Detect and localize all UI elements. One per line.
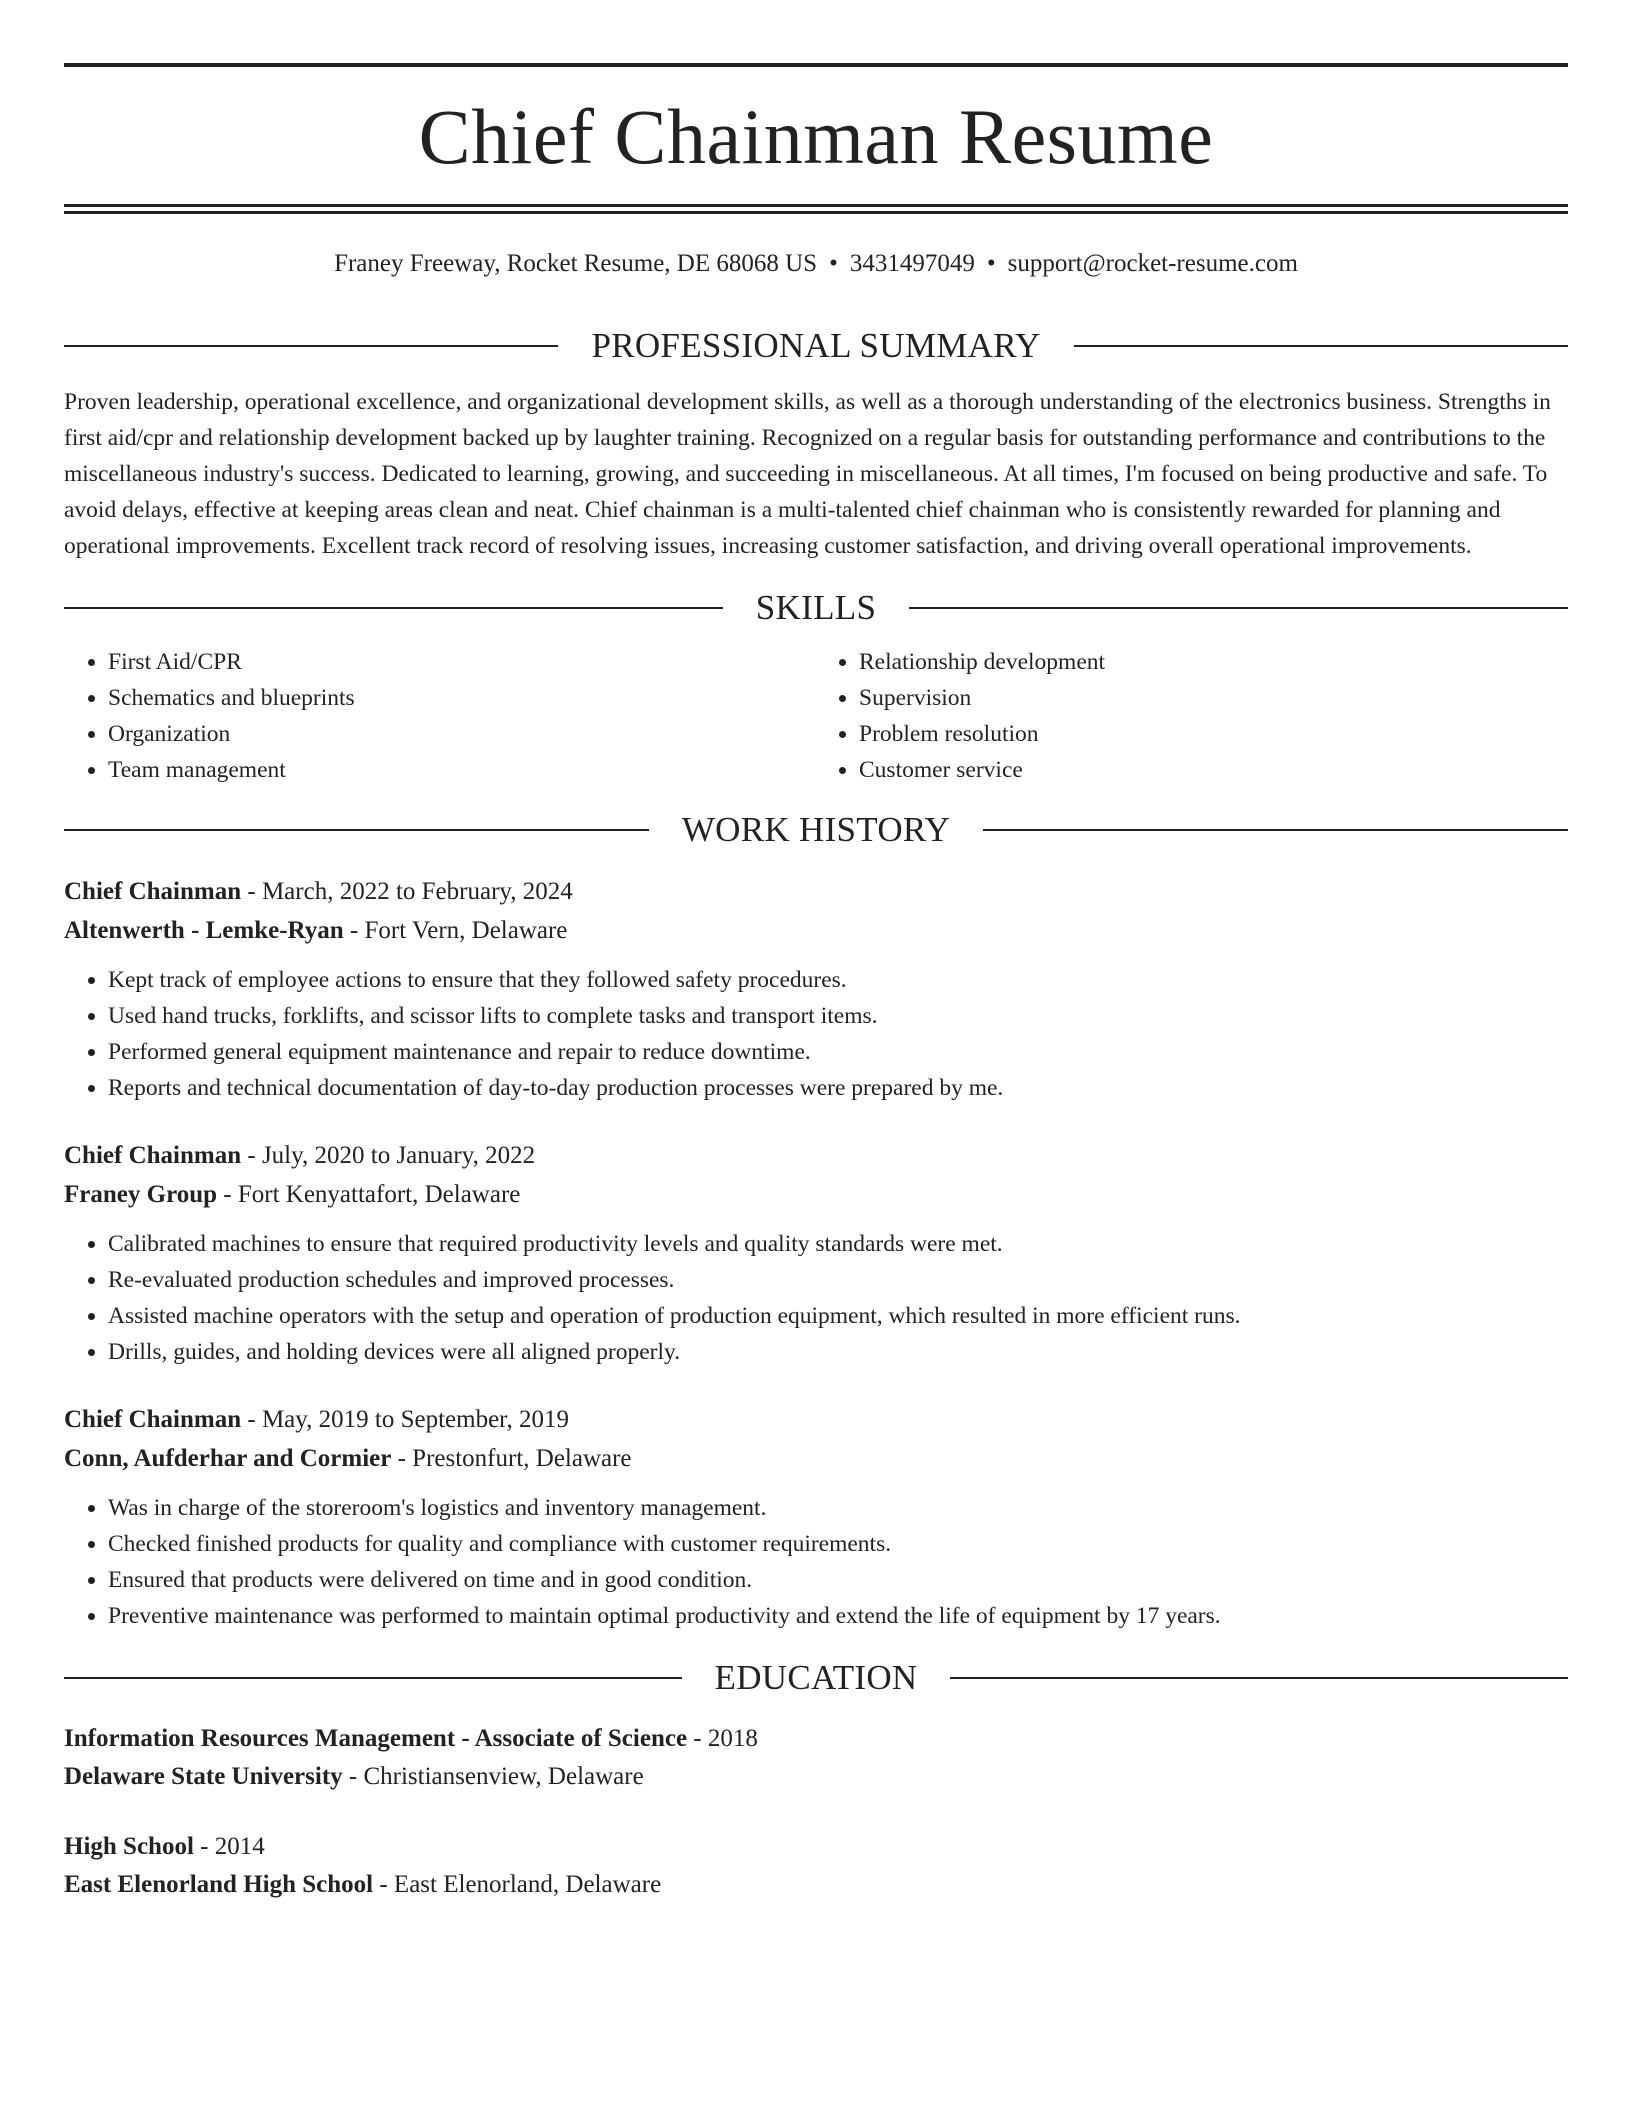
contact-email: support@rocket-resume.com — [1007, 250, 1298, 277]
job-bullet: • Was in charge of the storeroom's logistics and inventory management. — [108, 1490, 1568, 1526]
education-year: - 2018 — [687, 1725, 758, 1752]
job-company-line — [64, 1175, 1568, 1214]
job-bullet: • Reports and technical documentation of day-to-day production processes were prepared by me. — [108, 1070, 1568, 1106]
job-bullet: • Used hand trucks, forklifts, and scissor lifts to complete tasks and transport items. — [108, 998, 1568, 1034]
job-bullet: • Ensured that products were delivered on time and in good condition. — [108, 1562, 1568, 1598]
job-title-line — [64, 1136, 1568, 1175]
job-dates: - March, 2022 to February, 2024 — [241, 878, 573, 905]
section-rule — [64, 829, 649, 831]
contact-separator: • — [986, 250, 996, 277]
job-bullet: • Checked finished products for quality and compliance with customer requirements. — [108, 1526, 1568, 1562]
skill-item: • Customer service — [859, 752, 1568, 788]
skill-item: • First Aid/CPR — [108, 644, 817, 680]
section-header-skills — [64, 586, 1568, 630]
job-bullets — [64, 1490, 1568, 1634]
education-school: Delaware State University — [64, 1763, 343, 1790]
section-rule — [950, 1677, 1568, 1679]
job-location: - Prestonfurt, Delaware — [391, 1445, 632, 1472]
job-bullet: • Kept track of employee actions to ensure that they followed safety procedures. — [108, 962, 1568, 998]
job-entry — [64, 1136, 1568, 1370]
job-title: Chief Chainman — [64, 1142, 242, 1169]
job-company-line — [64, 1439, 1568, 1478]
skill-item: • Team management — [108, 752, 817, 788]
education-degree-line — [64, 1720, 1568, 1758]
summary-text: Proven leadership, operational excellence, and organizational development skills, as well as a thorough understanding of the electronics business. Strengths in first aid/cpr and relationship development backed up by laughter training. Recognized on a regular basis for outstanding performance and contributions to the miscellaneous industry's success. Dedicated to learning, growing, and succeeding in miscellaneous. At all times, I'm focused on being productive and safe. To avoid delays, effective at keeping areas clean and neat. Chief chainman is a multi-talented chief chainman who is consistently rewarded for planning and operational improvements. Excellent track record of resolving issues, increasing customer satisfaction, and driving overall operational improvements. — [64, 389, 1551, 559]
resume-title: Chief Chainman Resume — [418, 93, 1214, 180]
job-company: Conn, Aufderhar and Cormier — [64, 1445, 392, 1472]
top-rule — [64, 63, 1568, 67]
contact-address: Franey Freeway, Rocket Resume, DE 68068 US — [334, 250, 818, 277]
skill-item: • Relationship development — [859, 644, 1568, 680]
job-dates: - May, 2019 to September, 2019 — [241, 1406, 570, 1433]
section-rule — [983, 829, 1568, 831]
education-school: East Elenorland High School — [64, 1871, 374, 1898]
job-title-line — [64, 872, 1568, 911]
section-rule — [1074, 345, 1568, 347]
job-entry — [64, 872, 1568, 1106]
job-bullets — [64, 962, 1568, 1106]
job-bullet: • Re-evaluated production schedules and improved processes. — [108, 1262, 1568, 1298]
section-rule — [64, 607, 723, 609]
skills-column-right — [817, 644, 1568, 788]
job-bullet: • Preventive maintenance was performed to maintain optimal productivity and extend the life of equipment by 17 years. — [108, 1598, 1568, 1634]
job-company-line — [64, 911, 1568, 950]
section-rule — [909, 607, 1568, 609]
section-header-summary — [64, 324, 1568, 368]
job-bullet: • Performed general equipment maintenance and repair to reduce downtime. — [108, 1034, 1568, 1070]
section-header-education — [64, 1656, 1568, 1700]
section-rule — [64, 345, 558, 347]
job-location: - Fort Vern, Delaware — [343, 917, 568, 944]
education-degree: High School — [64, 1833, 194, 1860]
education-year: - 2014 — [193, 1833, 265, 1860]
education-degree: Information Resources Management - Associate of Science — [64, 1725, 688, 1752]
section-title-education: EDUCATION — [714, 1658, 918, 1697]
skill-item: • Supervision — [859, 680, 1568, 716]
job-bullet: • Calibrated machines to ensure that required productivity levels and quality standards were met. — [108, 1226, 1568, 1262]
job-entry — [64, 1400, 1568, 1634]
skills-column-left — [64, 644, 817, 788]
education-location: - East Elenorland, Delaware — [373, 1871, 662, 1898]
section-rule — [64, 1677, 682, 1679]
job-company: Franey Group — [64, 1181, 218, 1208]
job-bullets — [64, 1226, 1568, 1370]
education-location: - Christiansenview, Delaware — [342, 1763, 644, 1790]
education-entry — [64, 1720, 1568, 1796]
skill-item: • Organization — [108, 716, 817, 752]
job-title: Chief Chainman — [64, 1406, 242, 1433]
job-title-line — [64, 1400, 1568, 1439]
job-location: - Fort Kenyattafort, Delaware — [217, 1181, 521, 1208]
education-entry — [64, 1828, 1568, 1904]
job-title: Chief Chainman — [64, 878, 242, 905]
education-school-line — [64, 1758, 1568, 1796]
job-bullet: • Drills, guides, and holding devices were all aligned properly. — [108, 1334, 1568, 1370]
contact-phone: 3431497049 — [849, 250, 975, 277]
section-title-skills: SKILLS — [755, 588, 877, 627]
education-degree-line — [64, 1828, 1568, 1866]
title-double-rule — [64, 204, 1568, 214]
section-title-summary: PROFESSIONAL SUMMARY — [591, 326, 1041, 365]
section-title-work: WORK HISTORY — [681, 810, 951, 849]
skill-item: • Problem resolution — [859, 716, 1568, 752]
education-school-line — [64, 1866, 1568, 1904]
section-header-work — [64, 808, 1568, 852]
job-bullet: • Assisted machine operators with the setup and operation of production equipment, which resulted in more efficient runs. — [108, 1298, 1568, 1334]
contact-separator: • — [829, 250, 838, 277]
contact-line — [64, 248, 1568, 280]
skill-item: • Schematics and blueprints — [108, 680, 817, 716]
skills-list — [64, 644, 1568, 788]
job-company: Altenwerth - Lemke-Ryan — [64, 917, 344, 944]
job-dates: - July, 2020 to January, 2022 — [241, 1142, 536, 1169]
